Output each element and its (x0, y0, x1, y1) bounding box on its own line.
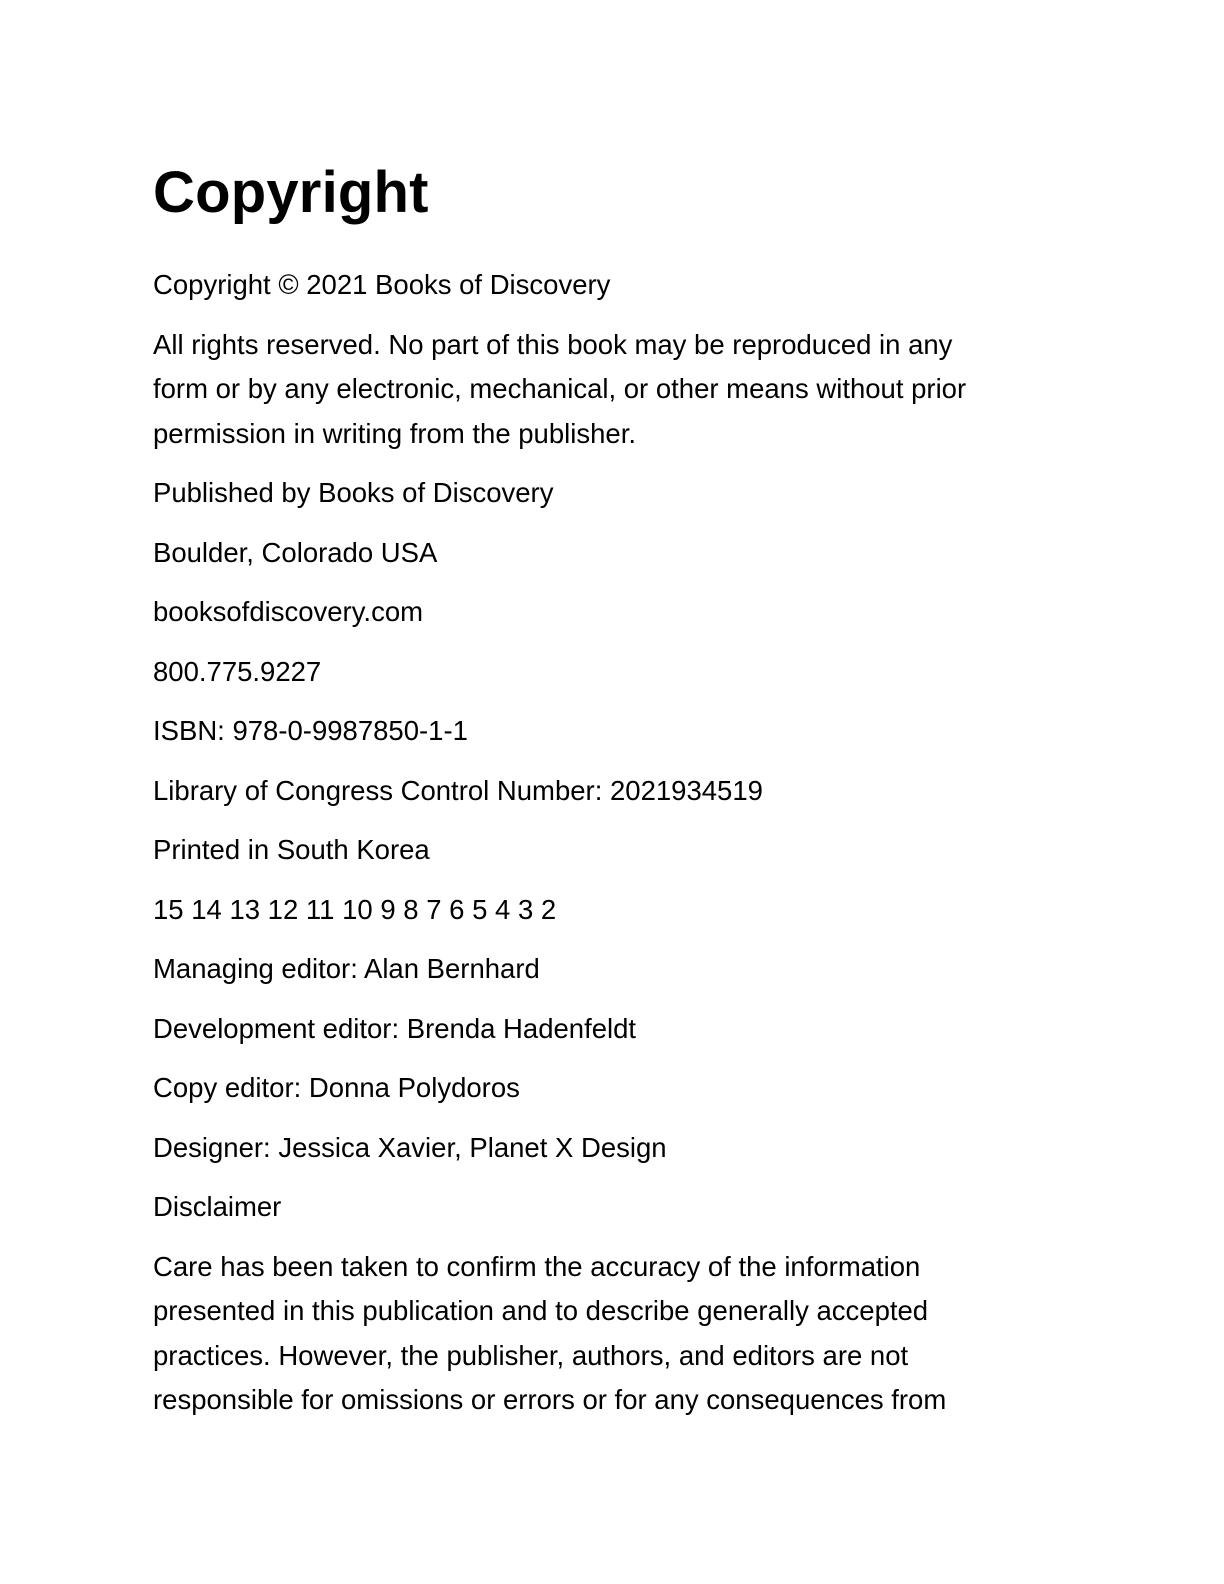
disclaimer-paragraph: Care has been taken to confirm the accuracy of the information presented in this publication and to describe generally accepted practices. However, the publisher, authors, and editors are not responsible for omissions or errors or for any consequences from (153, 1250, 947, 1415)
publisher-website: booksofdiscovery.com (153, 596, 424, 627)
copy-editor-credit: Copy editor: Donna Polydoros (153, 1072, 520, 1103)
copyright-line: Copyright © 2021 Books of Discovery (153, 269, 611, 300)
isbn-line: ISBN: 978-0-9987850-1-1 (153, 715, 468, 746)
lccn-line: Library of Congress Control Number: 2021934519 (153, 774, 763, 806)
publisher-phone: 800.775.9227 (153, 655, 322, 687)
rights-reserved-paragraph: All rights reserved. No part of this book may be reproduced in any form or by any electronic, mechanical, or other means without prior permission in writing from the publisher. (153, 328, 967, 449)
publisher-location: Boulder, Colorado USA (153, 536, 438, 568)
designer-credit: Designer: Jessica Xavier, Planet X Design (153, 1131, 667, 1163)
publisher-line: Published by Books of Discovery (153, 477, 554, 508)
disclaimer-heading: Disclaimer (153, 1191, 282, 1222)
printed-in-line: Printed in South Korea (153, 834, 430, 865)
printing-number-line: 15 14 13 12 11 10 9 8 7 6 5 4 3 2 (153, 893, 557, 925)
development-editor-credit: Development editor: Brenda Hadenfeldt (153, 1012, 637, 1044)
managing-editor-credit: Managing editor: Alan Bernhard (153, 953, 540, 984)
copyright-page (153, 158, 1053, 1438)
page-title: Copyright (153, 160, 429, 225)
